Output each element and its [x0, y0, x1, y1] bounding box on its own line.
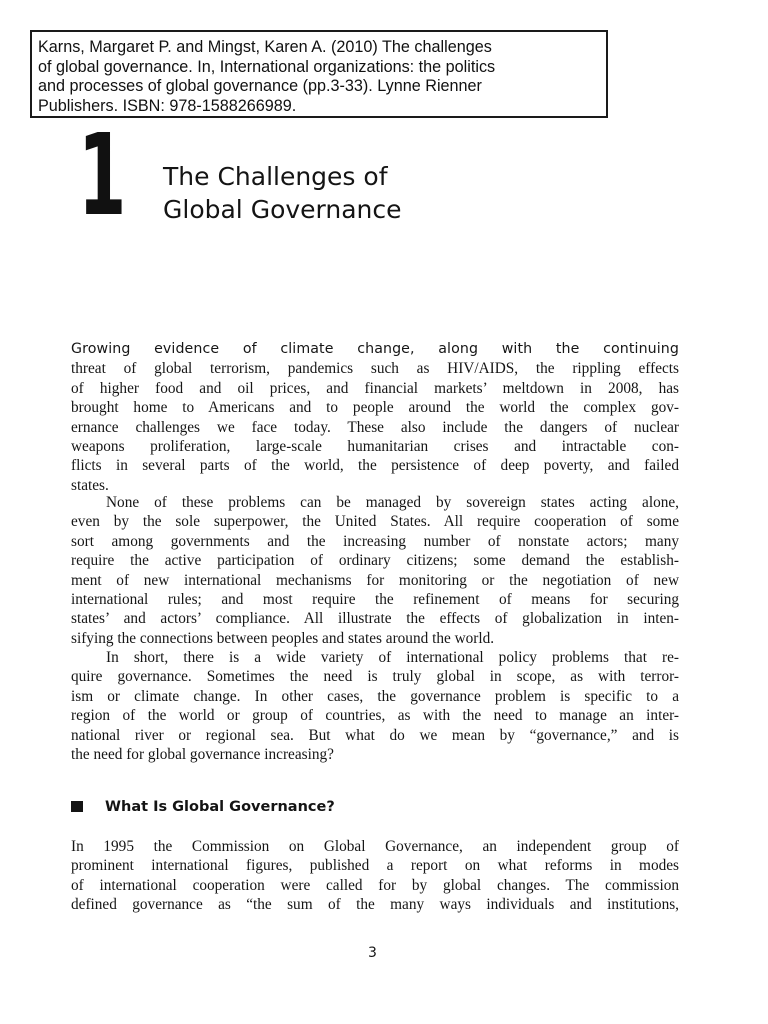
citation-line: Publishers. ISBN: 978-1588266989. [38, 96, 297, 115]
body-paragraph [71, 648, 679, 764]
body-paragraph [71, 493, 679, 648]
text-line: threat of global terrorism, pandemics such as HIV/AIDS, the rippling effects [71, 360, 679, 378]
body-paragraph [71, 340, 679, 495]
text-line: the need for global governance increasing? [71, 746, 334, 764]
text-line: None of these problems can be managed by sovereign states acting alone, [106, 494, 679, 511]
section-heading [71, 797, 335, 817]
text-line: In short, there is a wide variety of international policy problems that re- [106, 649, 679, 666]
citation-line: and processes of global governance (pp.3-33). Lynne Rienner [38, 77, 482, 95]
text-line: international rules; and most require the refinement of means for securing [71, 591, 679, 609]
text-line: weapons proliferation, large-scale humanitarian crises and intractable con- [71, 438, 679, 456]
text-line: states’ and actors’ compliance. All illustrate the effects of globalization in inten- [71, 610, 679, 628]
text-line: brought home to Americans and to people around the world the complex gov- [71, 399, 679, 417]
text-line: In 1995 the Commission on Global Governance, an independent group of [71, 838, 679, 855]
text-line: Growing evidence of climate change, along with the continuing [71, 341, 679, 357]
text-line: ism or climate change. In other cases, the governance problem is specific to a [71, 687, 679, 705]
text-line: quire governance. Sometimes the need is truly global in scope, as with terror- [71, 668, 679, 686]
text-line: ernance challenges we face today. These also include the dangers of nuclear [71, 418, 679, 436]
text-line: of higher food and oil prices, and financial markets’ meltdown in 2008, has [71, 379, 679, 397]
citation-box [30, 30, 608, 118]
body-paragraph [71, 837, 679, 915]
chapter-title-line: Global Governance [163, 195, 402, 224]
square-bullet-icon [71, 801, 83, 812]
text-line: national river or regional sea. But what do we mean by “governance,” and is [71, 726, 679, 744]
chapter-number: 1 [78, 111, 127, 241]
text-line: even by the sole superpower, the United States. All require cooperation of some [71, 513, 679, 531]
text-line: of international cooperation were called for by global changes. The commission [71, 876, 679, 894]
citation-line: Karns, Margaret P. and Mingst, Karen A. (2010) The challenges [38, 38, 492, 56]
chapter-title [163, 160, 402, 226]
text-line: ment of new international mechanisms for monitoring or the negotiation of new [71, 571, 679, 589]
text-line: flicts in several parts of the world, the persistence of deep poverty, and failed [71, 457, 679, 475]
text-line: require the active participation of ordinary citizens; some demand the establish- [71, 552, 679, 570]
section-heading-text: What Is Global Governance? [105, 799, 335, 815]
citation-line: of global governance. In, International organizations: the politics [38, 57, 496, 76]
text-line: region of the world or group of countries, as with the need to manage an inter- [71, 707, 679, 725]
text-line: states. [71, 476, 109, 494]
text-line: defined governance as “the sum of the many ways individuals and institutions, [71, 896, 679, 914]
page-number: 3 [368, 945, 377, 961]
text-line: prominent international figures, published a report on what reforms in modes [71, 857, 679, 875]
text-line: sort among governments and the increasing number of nonstate actors; many [71, 532, 679, 550]
text-line: sifying the connections between peoples and states around the world. [71, 629, 495, 647]
chapter-title-line: The Challenges of [163, 162, 388, 191]
